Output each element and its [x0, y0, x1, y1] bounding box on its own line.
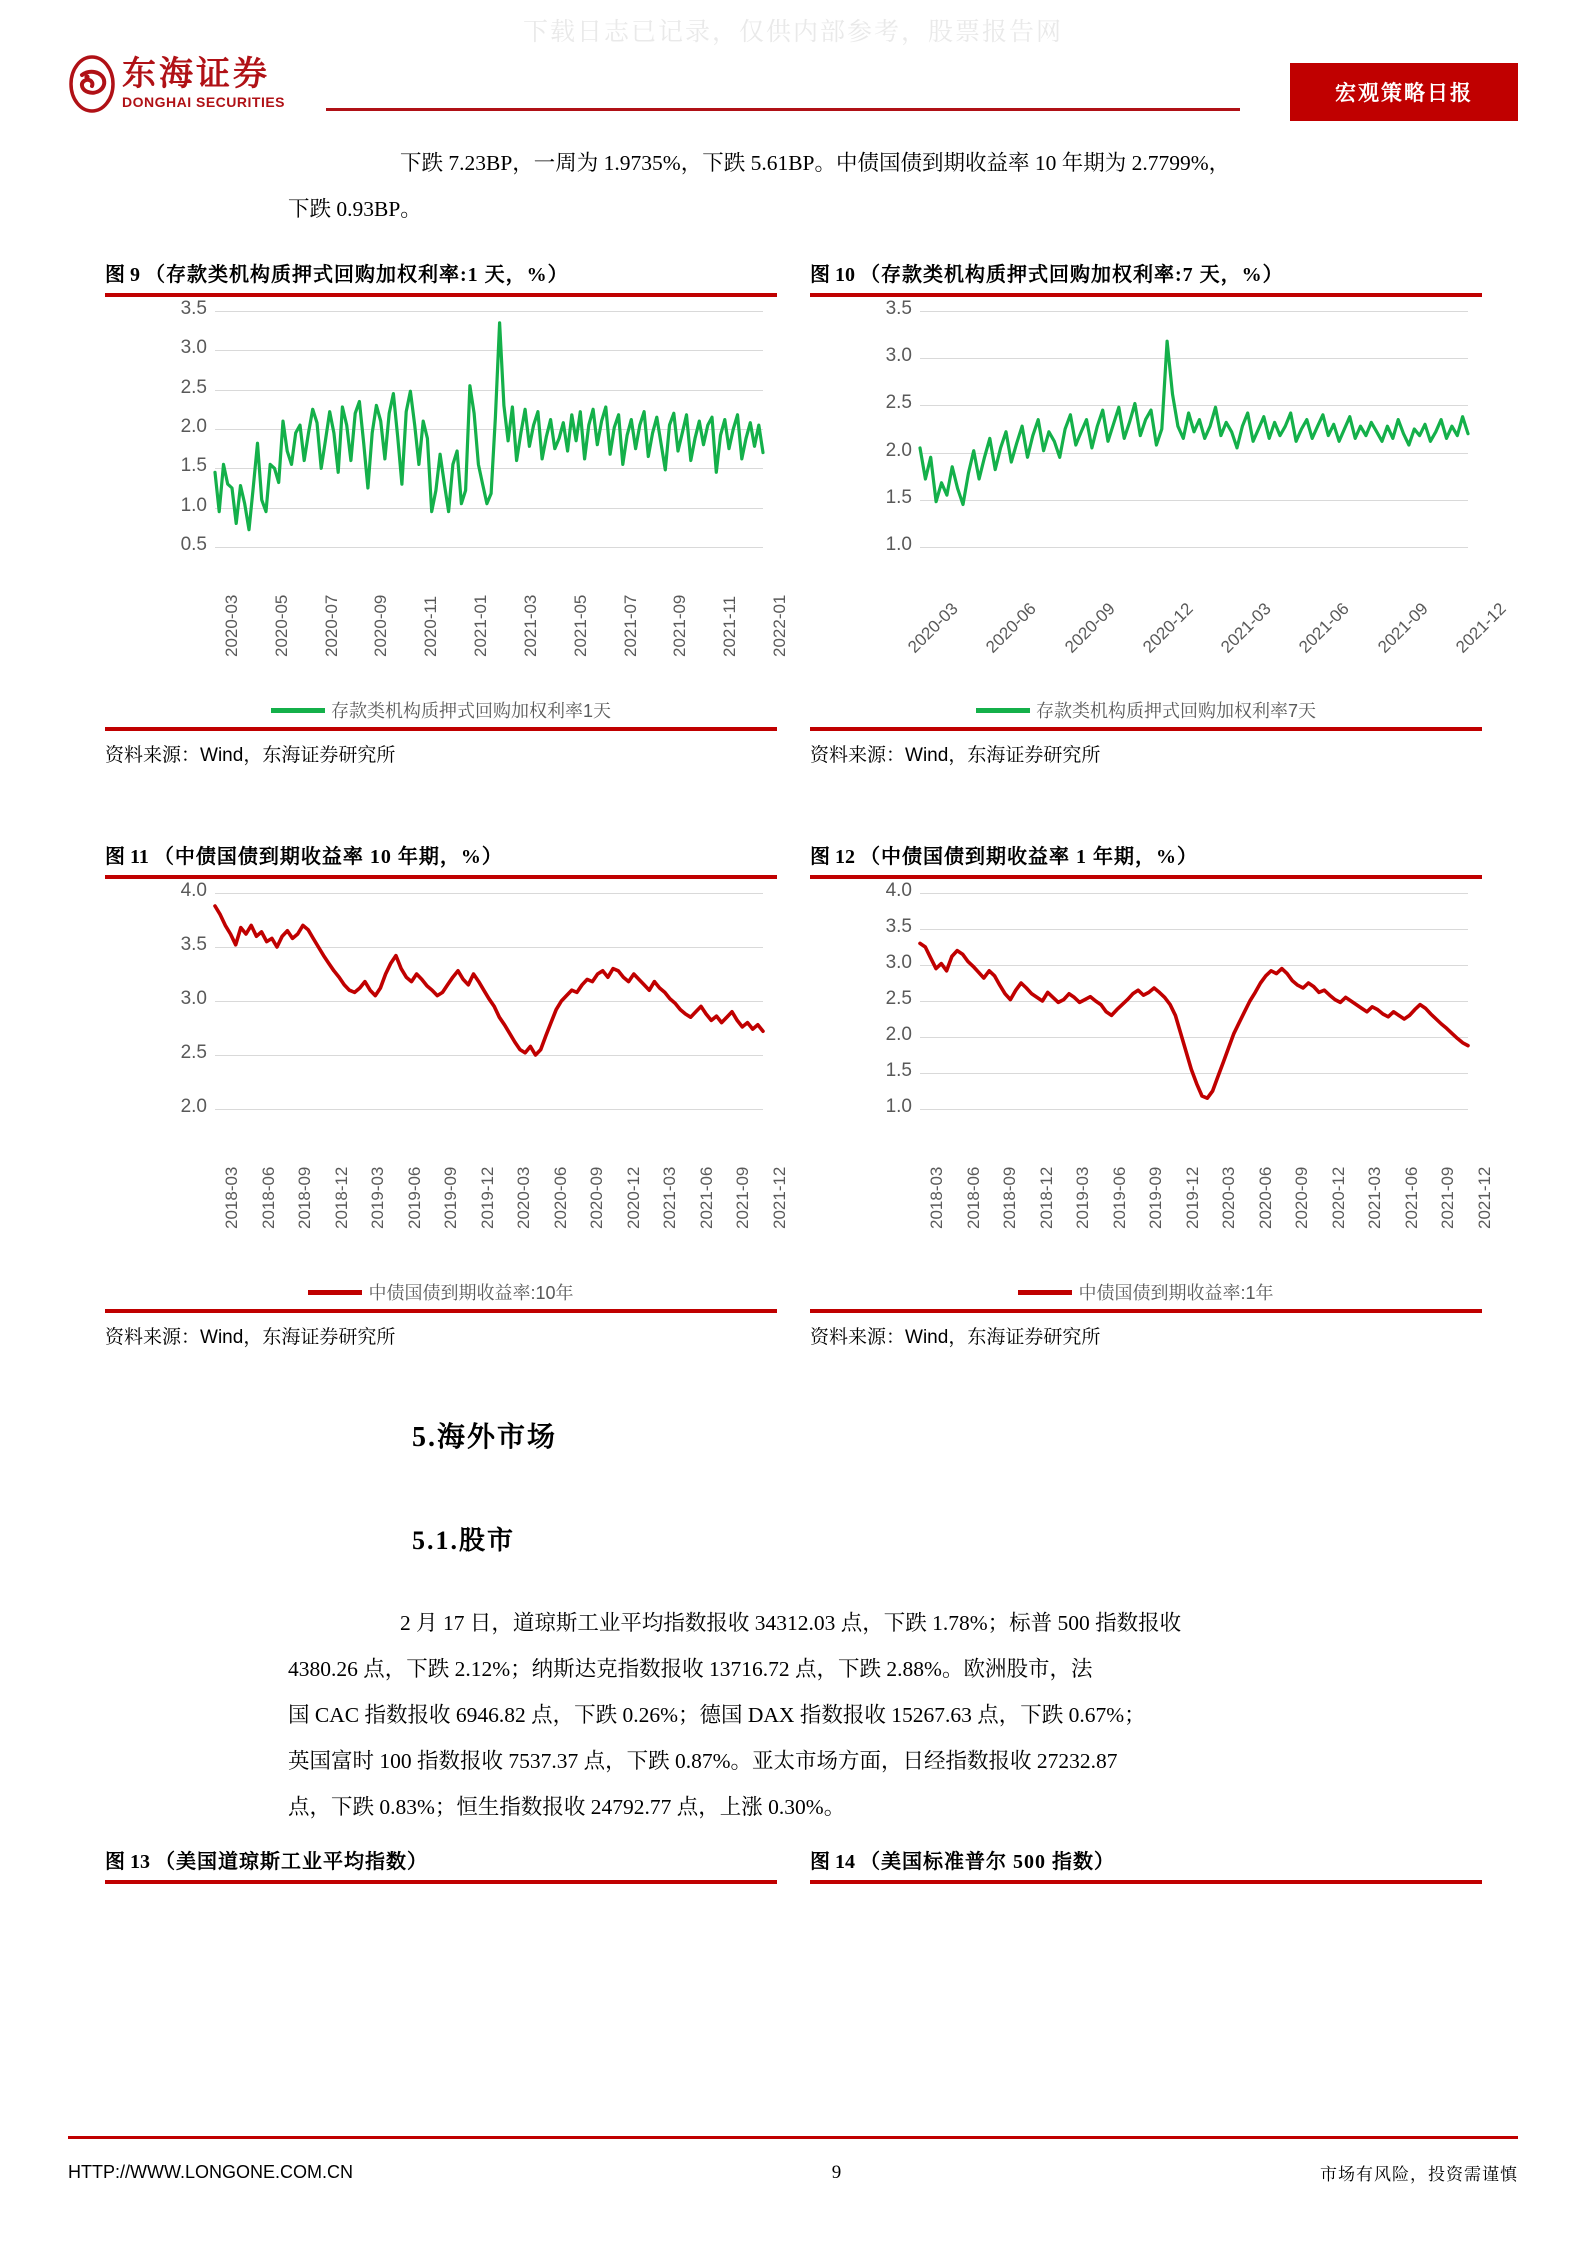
figure-11-caption: （中债国债到期收益率 10 年期，%） [153, 846, 503, 868]
chart-x-tick-label: 2018-12 [331, 1166, 351, 1229]
chart-x-tick-label: 2020-11 [421, 595, 441, 657]
chart-x-tick-label: 2020-12 [1139, 599, 1197, 657]
figure-11-title [105, 840, 777, 869]
chart-x-tick-label: 2021-05 [570, 594, 590, 657]
chart-x-tick-label: 2021-11 [720, 595, 740, 657]
figure-12-source-suffix: ，东海证券研究所 [948, 1327, 1101, 1348]
intro-line-1: 下跌 7.23BP，一周为 1.9735%，下跌 5.61BP。中债国债到期收益率 10 年期为 2.7799%， [400, 151, 1231, 175]
figure-11-source-suffix: ，东海证券研究所 [243, 1327, 396, 1348]
figure-11-source [105, 1313, 777, 1349]
chart-x-tick-label: 2020-09 [371, 594, 391, 657]
figure-10-chart [810, 297, 1510, 727]
figure-12 [810, 840, 1494, 1349]
figure-14-title [810, 1845, 1482, 1874]
header-divider [326, 108, 1240, 111]
figure-10-caption: （存款类机构质押式回购加权利率:7 天，%） [860, 264, 1284, 286]
figure-12-chart [810, 879, 1494, 1309]
figure-11-source-provider: Wind [200, 1327, 244, 1348]
chart-legend-swatch [1018, 1290, 1072, 1295]
logo-company-cn: 东海证券 [122, 56, 270, 94]
chart-y-tick-label: 2.0 [885, 439, 912, 461]
chart-x-tick-label: 2021-06 [1401, 1166, 1421, 1229]
logo-company-en: DONGHAI SECURITIES [122, 94, 286, 111]
chart-y-tick-label: 1.0 [885, 534, 912, 555]
section-heading-overseas: 5.海外市场 [412, 1422, 558, 1453]
chart-x-tick-label: 2018-06 [258, 1166, 278, 1229]
figure-10-source [810, 731, 1482, 767]
chart-x-tick-label: 2021-03 [1217, 599, 1275, 657]
figure-11-number: 图 11 [105, 846, 149, 868]
chart-y-tick-label: 1.5 [885, 1060, 912, 1081]
figure-10-source-provider: Wind [905, 745, 949, 766]
chart-x-tick-label: 2020-06 [982, 599, 1040, 657]
chart-x-tick-label: 2019-06 [404, 1166, 424, 1229]
figure-9-number: 图 9 [105, 264, 140, 286]
chart-y-tick-label: 3.5 [180, 934, 207, 955]
chart-x-tick-label: 2020-09 [587, 1166, 607, 1229]
figure-12-number: 图 12 [810, 846, 855, 868]
chart-x-tick-label: 2018-09 [295, 1166, 315, 1229]
figure-9-source-prefix: 资料来源： [105, 745, 201, 766]
chart-x-tick-label: 2021-09 [1438, 1166, 1458, 1229]
chart-x-tick-label: 2020-06 [1255, 1166, 1275, 1229]
chart-y-tick-label: 4.0 [885, 880, 912, 901]
figure-14-title-rule [810, 1880, 1482, 1884]
footer-risk-note: 市场有风险，投资需谨慎 [1320, 2165, 1518, 2184]
chart-x-tick-label: 2021-07 [620, 594, 640, 657]
chart-x-tick-label: 2021-01 [471, 594, 491, 657]
chart-y-tick-label: 2.5 [885, 392, 912, 414]
intro-paragraph [288, 140, 1490, 232]
chart-x-tick-label: 2020-12 [1328, 1166, 1348, 1229]
chart-legend-swatch [976, 708, 1030, 713]
overseas-line-1: 2 月 17 日，道琼斯工业平均指数报收 34312.03 点，下跌 1.78%；标普 500 指数报收 [400, 1611, 1182, 1635]
chart-x-tick-label: 2019-12 [477, 1166, 497, 1229]
page-header [68, 55, 1518, 133]
chart-x-tick-label: 2021-09 [733, 1166, 753, 1229]
chart-legend [810, 697, 1482, 723]
chart-x-tick-label: 2020-05 [271, 594, 291, 657]
chart-x-tick-label: 2018-09 [1000, 1166, 1020, 1229]
chart-x-tick-label: 2020-03 [1219, 1166, 1239, 1229]
chart-y-tick-label: 2.0 [180, 1096, 207, 1117]
figure-11-source-prefix: 资料来源： [105, 1327, 201, 1348]
chart-y-tick-label: 2.5 [180, 376, 207, 398]
figure-9 [105, 258, 789, 767]
chart-y-tick-label: 2.5 [885, 988, 912, 1009]
chart-y-tick-label: 2.0 [180, 416, 207, 437]
figure-10 [810, 258, 1510, 767]
figure-14-number: 图 14 [810, 1851, 855, 1873]
chart-legend-swatch [271, 708, 325, 713]
chart-x-tick-label: 2021-12 [1475, 1166, 1494, 1229]
figure-9-source [105, 731, 777, 767]
overseas-line-3: 国 CAC 指数报收 6946.82 点，下跌 0.26%；德国 DAX 指数报收 15267.63 点，下跌 0.67%； [288, 1703, 1146, 1727]
figure-9-caption: （存款类机构质押式回购加权利率:1 天，%） [145, 264, 569, 286]
figure-9-source-suffix: ，东海证券研究所 [243, 745, 396, 766]
figure-13 [105, 1845, 777, 1884]
chart-legend-label: 中债国债到期收益率:1年 [1078, 1283, 1274, 1303]
figure-12-caption: （中债国债到期收益率 1 年期，%） [860, 846, 1198, 868]
chart-plot-area [810, 297, 1482, 727]
chart-x-tick-label: 2019-12 [1182, 1166, 1202, 1229]
chart-x-tick-label: 2018-06 [963, 1166, 983, 1229]
chart-series-line [920, 943, 1468, 1098]
footer-page-number: 9 [831, 2161, 842, 2183]
chart-y-tick-label: 1.0 [180, 494, 207, 516]
figure-12-source-prefix: 资料来源： [810, 1327, 906, 1348]
chart-plot-area [105, 879, 777, 1309]
figure-9-title [105, 258, 777, 287]
chart-x-tick-label: 2022-01 [770, 594, 789, 657]
chart-x-tick-label: 2021-03 [1365, 1166, 1385, 1229]
chart-x-tick-label: 2021-03 [520, 594, 540, 657]
intro-line-2: 下跌 0.93BP。 [288, 197, 422, 221]
chart-legend-label: 存款类机构质押式回购加权利率7天 [1035, 701, 1316, 721]
overseas-line-2: 4380.26 点，下跌 2.12%；纳斯达克指数报收 13716.72 点，下跌 2.88%。欧洲股市，法 [288, 1657, 1093, 1681]
chart-plot-area [105, 297, 777, 727]
chart-legend [105, 1279, 777, 1305]
watermark-text: 下载日志已记录，仅供内部参考，股票报告网 [522, 19, 1063, 46]
figure-13-number: 图 13 [105, 1851, 150, 1873]
chart-y-tick-label: 3.5 [180, 298, 207, 319]
chart-y-tick-label: 3.0 [885, 952, 912, 973]
chart-x-tick-label: 2021-03 [660, 1166, 680, 1229]
chart-x-tick-label: 2018-03 [927, 1166, 946, 1229]
chart-x-tick-label: 2021-09 [1373, 599, 1432, 657]
chart-y-tick-label: 2.0 [885, 1024, 912, 1045]
report-type-badge [1290, 63, 1518, 121]
footer-divider [68, 2136, 1518, 2139]
chart-legend [105, 697, 777, 723]
chart-y-tick-label: 3.0 [180, 988, 207, 1009]
figure-13-title [105, 1845, 777, 1874]
chart-y-tick-label: 3.0 [180, 337, 207, 359]
figure-10-number: 图 10 [810, 264, 855, 286]
chart-x-tick-label: 2020-06 [550, 1166, 570, 1229]
figure-10-source-suffix: ，东海证券研究所 [948, 745, 1101, 766]
chart-x-tick-label: 2021-12 [1452, 599, 1510, 657]
chart-x-tick-label: 2021-09 [670, 594, 690, 657]
chart-y-tick-label: 4.0 [180, 880, 207, 901]
chart-x-tick-label: 2018-12 [1036, 1166, 1056, 1229]
figure-12-source [810, 1313, 1482, 1349]
overseas-line-4: 英国富时 100 指数报收 7537.37 点，下跌 0.87%。亚太市场方面，日经指数报收 27232.87 [288, 1749, 1118, 1773]
figure-12-title [810, 840, 1482, 869]
figure-14 [810, 1845, 1482, 1884]
chart-legend-swatch [308, 1290, 362, 1295]
chart-x-tick-label: 2021-12 [770, 1166, 789, 1229]
chart-y-tick-label: 3.5 [885, 298, 912, 319]
chart-x-tick-label: 2020-07 [321, 594, 341, 657]
figure-11-chart [105, 879, 789, 1309]
chart-legend [810, 1279, 1482, 1305]
chart-x-tick-label: 2020-03 [222, 594, 241, 657]
chart-y-tick-label: 0.5 [180, 534, 207, 555]
chart-plot-area [810, 879, 1482, 1309]
chart-series-line [920, 341, 1468, 504]
chart-y-tick-label: 3.0 [885, 345, 912, 367]
chart-x-tick-label: 2021-06 [696, 1166, 716, 1229]
chart-x-tick-label: 2021-06 [1295, 599, 1354, 657]
figure-13-caption: （美国道琼斯工业平均指数） [155, 1851, 428, 1873]
overseas-paragraph [288, 1600, 1492, 1830]
chart-x-tick-label: 2019-06 [1109, 1166, 1129, 1229]
chart-legend-label: 存款类机构质押式回购加权利率1天 [330, 701, 611, 721]
chart-x-tick-label: 2020-09 [1292, 1166, 1312, 1229]
chart-x-tick-label: 2019-09 [441, 1166, 461, 1229]
figure-12-source-provider: Wind [905, 1327, 949, 1348]
chart-x-tick-label: 2019-03 [1073, 1166, 1093, 1229]
chart-x-tick-label: 2020-03 [514, 1166, 534, 1229]
chart-y-tick-label: 1.5 [180, 455, 207, 477]
company-logo [68, 55, 285, 113]
subsection-heading-stocks: 5.1.股市 [412, 1526, 516, 1555]
chart-x-tick-label: 2020-03 [904, 599, 962, 657]
figure-9-source-provider: Wind [200, 745, 244, 766]
chart-x-tick-label: 2020-12 [623, 1166, 643, 1229]
chart-x-tick-label: 2018-03 [222, 1166, 241, 1229]
report-type-label: 宏观策略日报 [1335, 81, 1473, 105]
figure-14-caption: （美国标准普尔 500 指数） [860, 1851, 1115, 1873]
figure-10-source-prefix: 资料来源： [810, 745, 906, 766]
overseas-line-5: 点，下跌 0.83%；恒生指数报收 24792.77 点，上涨 0.30%。 [288, 1795, 846, 1819]
donghai-logo-icon [68, 55, 116, 113]
footer-website-url[interactable]: HTTP://WWW.LONGONE.COM.CN [68, 2162, 353, 2182]
chart-x-tick-label: 2020-09 [1060, 599, 1119, 657]
chart-x-tick-label: 2019-03 [368, 1166, 388, 1229]
chart-y-tick-label: 2.5 [180, 1042, 207, 1063]
chart-y-tick-label: 1.0 [885, 1096, 912, 1117]
chart-y-tick-label: 3.5 [885, 916, 912, 937]
page-footer [68, 2160, 1518, 2185]
chart-series-line [215, 906, 763, 1055]
figure-10-title [810, 258, 1482, 287]
chart-legend-label: 中债国债到期收益率:10年 [368, 1283, 574, 1303]
figure-9-chart [105, 297, 789, 727]
figure-11 [105, 840, 789, 1349]
figure-13-title-rule [105, 1880, 777, 1884]
chart-series-line [215, 323, 763, 530]
chart-y-tick-label: 1.5 [885, 486, 912, 508]
chart-x-tick-label: 2019-09 [1146, 1166, 1166, 1229]
